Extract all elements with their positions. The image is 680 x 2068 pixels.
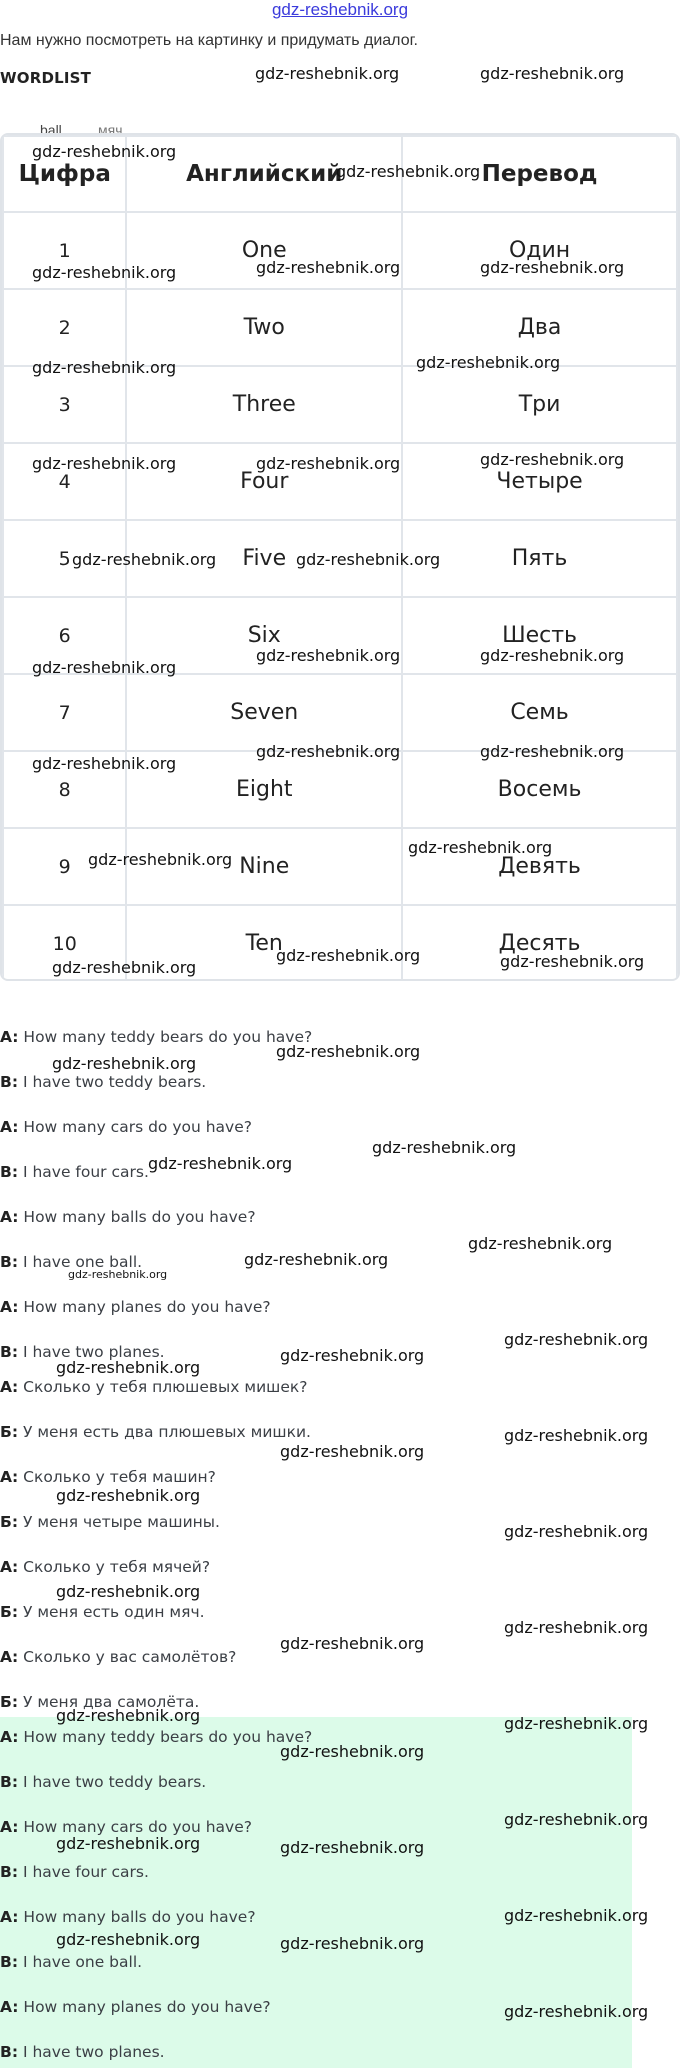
watermark: gdz-reshebnik.org	[68, 1268, 168, 1281]
wordlist-heading: WORDLIST	[0, 69, 92, 87]
faded-word-en: ball	[40, 122, 62, 138]
column-header-digit: Цифра	[3, 136, 126, 212]
speaker-label: B:	[0, 1863, 19, 1881]
dialog-text: I have two teddy bears.	[22, 1773, 207, 1791]
cell-english: Four	[126, 443, 402, 520]
watermark: gdz-reshebnik.org	[504, 1618, 649, 1637]
cell-digit: 4	[3, 443, 126, 520]
faded-word-ru: мяч	[98, 122, 123, 138]
table-row	[3, 828, 677, 905]
speaker-label: B:	[0, 1773, 19, 1791]
dialog-line	[0, 1818, 252, 1836]
cell-english: One	[126, 212, 402, 289]
cell-translation: Пять	[402, 520, 677, 597]
dialog-line	[0, 1908, 256, 1926]
dialog-text: У меня есть два плюшевых мишки.	[22, 1423, 311, 1441]
dialog-line	[0, 1253, 142, 1271]
watermark: gdz-reshebnik.org	[56, 1582, 201, 1601]
cell-translation: Восемь	[402, 751, 677, 828]
cell-translation: Один	[402, 212, 677, 289]
dialog-line	[0, 1728, 312, 1746]
watermark: gdz-reshebnik.org	[56, 1706, 201, 1725]
watermark: gdz-reshebnik.org	[280, 1346, 425, 1365]
dialog-text: How many cars do you have?	[23, 1818, 252, 1836]
task-text: Нам нужно посмотреть на картинку и придумать диалог.	[0, 32, 418, 49]
watermark: gdz-reshebnik.org	[32, 658, 177, 677]
watermark: gdz-reshebnik.org	[244, 1250, 389, 1269]
speaker-label: А:	[0, 1558, 19, 1576]
table-row	[3, 443, 677, 520]
speaker-label: A:	[0, 1028, 19, 1046]
dialog-text: I have two planes.	[22, 2043, 165, 2061]
cell-digit: 2	[3, 289, 126, 366]
watermark: gdz-reshebnik.org	[504, 1810, 649, 1829]
dialog-text: I have one ball.	[22, 1953, 143, 1971]
dialog-line	[0, 1863, 149, 1881]
watermark: gdz-reshebnik.org	[504, 1714, 649, 1733]
dialog-text: Сколько у вас самолётов?	[23, 1648, 237, 1666]
dialog-line	[0, 1343, 165, 1361]
dialog-line	[0, 1468, 216, 1486]
watermark: gdz-reshebnik.org	[256, 454, 401, 473]
speaker-label: A:	[0, 1908, 19, 1926]
watermark: gdz-reshebnik.org	[52, 1054, 197, 1073]
table-row	[3, 520, 677, 597]
watermark: gdz-reshebnik.org	[256, 258, 401, 277]
watermark: gdz-reshebnik.org	[372, 1138, 517, 1157]
dialog-line	[0, 1378, 307, 1396]
watermark: gdz-reshebnik.org	[408, 838, 553, 857]
watermark: gdz-reshebnik.org	[416, 353, 561, 372]
table-row	[3, 674, 677, 751]
watermark: gdz-reshebnik.org	[148, 1154, 293, 1173]
dialog-line	[0, 1298, 271, 1316]
speaker-label: B:	[0, 2043, 19, 2061]
watermark: gdz-reshebnik.org	[256, 646, 401, 665]
watermark: gdz-reshebnik.org	[276, 1042, 421, 1061]
watermark: gdz-reshebnik.org	[480, 64, 625, 83]
dialog-line	[0, 1693, 199, 1711]
cell-translation: Десять	[402, 905, 677, 981]
watermark: gdz-reshebnik.org	[72, 550, 217, 569]
watermark: gdz-reshebnik.org	[52, 958, 197, 977]
cell-translation: Семь	[402, 674, 677, 751]
dialog-text: У меня четыре машины.	[22, 1513, 220, 1531]
watermark: gdz-reshebnik.org	[280, 1838, 425, 1857]
speaker-label: A:	[0, 1208, 19, 1226]
cell-translation: Четыре	[402, 443, 677, 520]
cell-translation: Шесть	[402, 597, 677, 674]
speaker-label: Б:	[0, 1603, 19, 1621]
table-header-row	[3, 136, 677, 212]
column-header-english: Английский	[126, 136, 402, 212]
speaker-label: A:	[0, 1818, 19, 1836]
table-row	[3, 597, 677, 674]
watermark: gdz-reshebnik.org	[468, 1234, 613, 1253]
dialog-line	[0, 1773, 206, 1791]
dialog-line	[0, 1513, 220, 1531]
watermark: gdz-reshebnik.org	[56, 1486, 201, 1505]
dialog-text: How many teddy bears do you have?	[23, 1728, 313, 1746]
watermark: gdz-reshebnik.org	[32, 754, 177, 773]
cell-english: Nine	[126, 828, 402, 905]
dialog-text: У меня два самолёта.	[22, 1693, 200, 1711]
dialog-line	[0, 1073, 206, 1091]
dialog-line	[0, 1208, 256, 1226]
watermark: gdz-reshebnik.org	[276, 946, 421, 965]
site-link[interactable]: gdz-reshebnik.org	[271, 0, 409, 19]
speaker-label: Б:	[0, 1423, 19, 1441]
watermark: gdz-reshebnik.org	[56, 1834, 201, 1853]
cell-english: Seven	[126, 674, 402, 751]
watermark: gdz-reshebnik.org	[504, 2002, 649, 2021]
dialog-text: I have one ball.	[22, 1253, 143, 1271]
cell-digit: 1	[3, 212, 126, 289]
watermark: gdz-reshebnik.org	[32, 142, 177, 161]
watermark: gdz-reshebnik.org	[88, 850, 233, 869]
table-row	[3, 366, 677, 443]
speaker-label: B:	[0, 1343, 19, 1361]
watermark: gdz-reshebnik.org	[56, 1930, 201, 1949]
speaker-label: А:	[0, 1648, 19, 1666]
dialog-line	[0, 1953, 142, 1971]
cell-digit: 10	[3, 905, 126, 981]
watermark: gdz-reshebnik.org	[504, 1906, 649, 1925]
dialog-text: I have four cars.	[22, 1863, 149, 1881]
dialog-line	[0, 1118, 252, 1136]
cell-digit: 5	[3, 520, 126, 597]
dialog-text: How many balls do you have?	[23, 1208, 256, 1226]
watermark: gdz-reshebnik.org	[256, 742, 401, 761]
dialog-line	[0, 1648, 236, 1666]
watermark: gdz-reshebnik.org	[480, 742, 625, 761]
speaker-label: Б:	[0, 1693, 19, 1711]
dialog-text: I have four cars.	[22, 1163, 149, 1181]
cell-translation: Три	[402, 366, 677, 443]
dialog-line	[0, 1028, 312, 1046]
watermark: gdz-reshebnik.org	[480, 646, 625, 665]
speaker-label: B:	[0, 1163, 19, 1181]
watermark: gdz-reshebnik.org	[255, 64, 400, 83]
dialog-text: How many teddy bears do you have?	[23, 1028, 313, 1046]
watermark: gdz-reshebnik.org	[480, 450, 625, 469]
speaker-label: B:	[0, 1953, 19, 1971]
dialog-text: Сколько у тебя плюшевых мишек?	[23, 1378, 308, 1396]
table-row	[3, 212, 677, 289]
watermark: gdz-reshebnik.org	[280, 1742, 425, 1761]
cell-digit: 9	[3, 828, 126, 905]
speaker-label: B:	[0, 1073, 19, 1091]
watermark: gdz-reshebnik.org	[32, 358, 177, 377]
watermark: gdz-reshebnik.org	[504, 1522, 649, 1541]
watermark: gdz-reshebnik.org	[56, 1358, 201, 1377]
dialog-line	[0, 1558, 210, 1576]
dialog-line	[0, 1423, 311, 1441]
table-row	[3, 751, 677, 828]
watermark: gdz-reshebnik.org	[32, 263, 177, 282]
cell-english: Eight	[126, 751, 402, 828]
table-row	[3, 289, 677, 366]
speaker-label: А:	[0, 1378, 19, 1396]
watermark: gdz-reshebnik.org	[296, 550, 441, 569]
speaker-label: A:	[0, 1298, 19, 1316]
cell-digit: 3	[3, 366, 126, 443]
dialog-line	[0, 1998, 271, 2016]
cell-translation: Девять	[402, 828, 677, 905]
cell-english: Six	[126, 597, 402, 674]
dialog-text: How many planes do you have?	[23, 1998, 271, 2016]
cell-digit: 7	[3, 674, 126, 751]
watermark: gdz-reshebnik.org	[32, 454, 177, 473]
watermark: gdz-reshebnik.org	[480, 258, 625, 277]
dialog-line	[0, 1163, 149, 1181]
cell-digit: 8	[3, 751, 126, 828]
dialog-line	[0, 1603, 205, 1621]
speaker-label: A:	[0, 1118, 19, 1136]
speaker-label: A:	[0, 1728, 19, 1746]
dialog-text: I have two planes.	[22, 1343, 165, 1361]
cell-english: Ten	[126, 905, 402, 981]
table-row	[3, 905, 677, 981]
dialog-text: Сколько у тебя машин?	[23, 1468, 216, 1486]
dialog-text: How many balls do you have?	[23, 1908, 256, 1926]
cell-english: Two	[126, 289, 402, 366]
dialog-text: I have two teddy bears.	[22, 1073, 207, 1091]
speaker-label: B:	[0, 1253, 19, 1271]
cell-digit: 6	[3, 597, 126, 674]
watermark: gdz-reshebnik.org	[504, 1330, 649, 1349]
cell-english: Five	[126, 520, 402, 597]
watermark: gdz-reshebnik.org	[280, 1634, 425, 1653]
cell-translation: Два	[402, 289, 677, 366]
speaker-label: A:	[0, 1998, 19, 2016]
watermark: gdz-reshebnik.org	[500, 952, 645, 971]
number-table	[0, 133, 680, 981]
dialog-text: У меня есть один мяч.	[22, 1603, 205, 1621]
column-header-translation: Перевод	[402, 136, 677, 212]
watermark: gdz-reshebnik.org	[504, 1426, 649, 1445]
dialog-line	[0, 2043, 165, 2061]
dialog-text: Сколько у тебя мячей?	[23, 1558, 211, 1576]
speaker-label: А:	[0, 1468, 19, 1486]
watermark: gdz-reshebnik.org	[336, 162, 481, 181]
watermark: gdz-reshebnik.org	[280, 1934, 425, 1953]
dialog-text: How many planes do you have?	[23, 1298, 271, 1316]
speaker-label: Б:	[0, 1513, 19, 1531]
cell-english: Three	[126, 366, 402, 443]
watermark: gdz-reshebnik.org	[280, 1442, 425, 1461]
dialog-text: How many cars do you have?	[23, 1118, 252, 1136]
